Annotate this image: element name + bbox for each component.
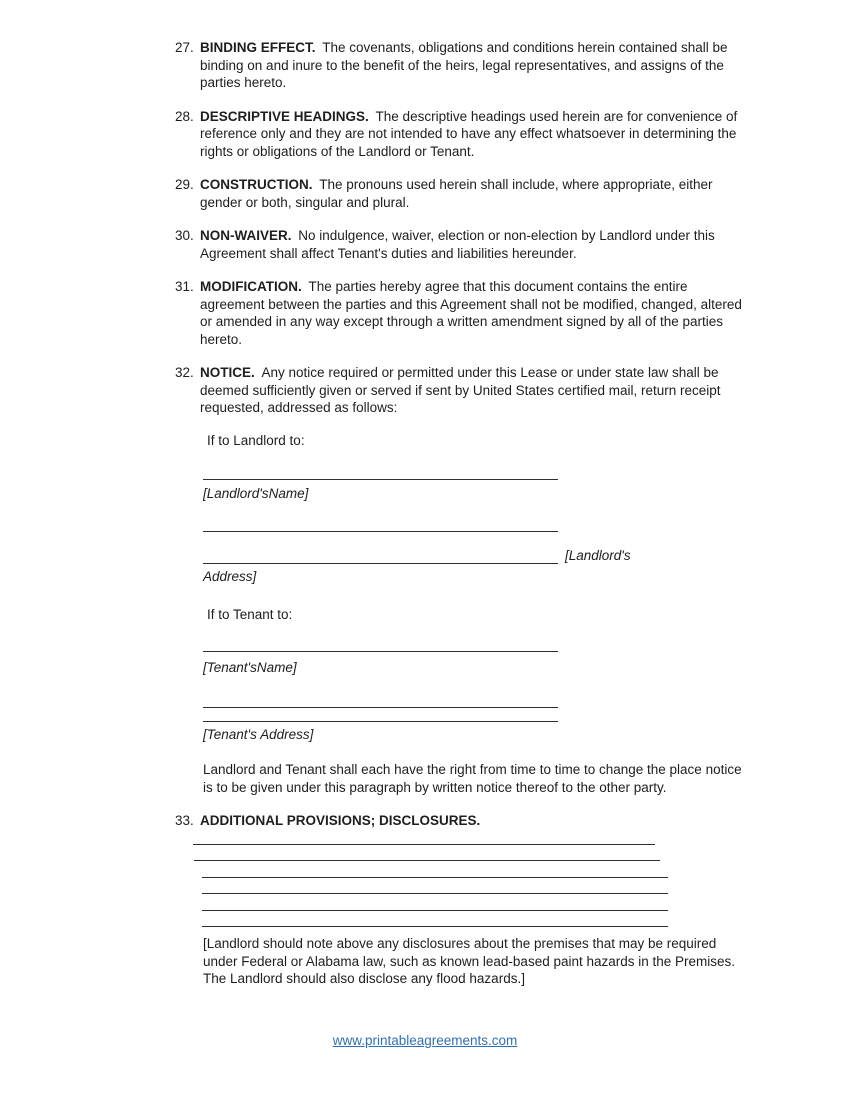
section-27 <box>175 39 745 92</box>
page-content <box>175 39 745 1004</box>
section-text <box>200 812 745 988</box>
section-text <box>200 176 745 211</box>
page-footer <box>0 1032 850 1050</box>
change-of-notice-paragraph: Landlord and Tenant shall each have the right from time to time to change the place notice is to be given under this paragraph by written notice thereof to the other party. <box>203 762 742 795</box>
section-body: The covenants, obligations and conditions herein contained shall be binding on and inure to the benefit of the heirs, legal representatives, and assigns of the parties hereto. <box>200 40 728 90</box>
landlord-address-label-line2: Address] <box>203 569 257 584</box>
section-number: 29. <box>175 177 194 192</box>
section-number: 30. <box>175 228 194 243</box>
section-number: 31. <box>175 279 194 294</box>
section-number: 33. <box>175 813 194 828</box>
section-body: No indulgence, waiver, election or non-election by Landlord under this Agreement shall affect Tenant's duties and liabilities hereunder. <box>200 228 715 261</box>
tenant-name-blank <box>203 651 558 652</box>
section-title: CONSTRUCTION. <box>200 177 313 192</box>
section-text <box>200 278 745 348</box>
section-body: The pronouns used herein shall include, where appropriate, either gender or both, singular and plural. <box>200 177 713 210</box>
tenant-address-blank-2 <box>203 721 558 722</box>
section-number: 27. <box>175 40 194 55</box>
landlord-address-blank-1 <box>203 531 558 532</box>
section-text <box>200 227 745 262</box>
section-body: Any notice required or permitted under this Lease or under state law shall be deemed sufficiently given or served if sent by United States certified mail, return receipt requested, addressed as follows: <box>200 365 721 415</box>
notice-intro <box>200 364 745 417</box>
section-body: The descriptive headings used herein are for convenience of reference only and they are not intended to have any effect whatsoever in determining the rights or obligations of the Landlord or Tenant. <box>200 108 738 159</box>
section-number: 32. <box>175 365 194 380</box>
tenant-address-label: [Tenant's Address] <box>203 726 314 742</box>
section-31 <box>175 278 745 348</box>
provisions-blank-6 <box>202 926 668 927</box>
landlord-address-label-line1: [Landlord's <box>565 547 631 563</box>
landlord-name-blank <box>203 479 558 480</box>
tenant-name-label: [Tenant'sName] <box>203 660 297 675</box>
landlord-address-row <box>203 547 745 565</box>
section-title: NOTICE. <box>200 365 255 380</box>
landlord-name-label: [Landlord'sName] <box>203 486 309 501</box>
section-title: ADDITIONAL PROVISIONS; DISCLOSURES. <box>200 813 481 828</box>
landlord-address-blank-2 <box>203 551 558 564</box>
provisions-blank-2 <box>194 860 660 861</box>
section-29 <box>175 176 745 211</box>
disclosure-note: [Landlord should note above any disclosures about the premises that may be required under Federal or Alabama law, such as known lead-based paint hazards in the Premises. The Landlord should also disclose any flood hazards.] <box>203 936 736 986</box>
tenant-address-blank-1 <box>203 707 558 708</box>
provisions-blank-5 <box>202 910 668 911</box>
section-32 <box>175 364 745 796</box>
section-28 <box>175 108 745 161</box>
section-title: MODIFICATION. <box>200 279 302 294</box>
provisions-blank-3 <box>202 877 668 878</box>
section-30 <box>175 227 745 262</box>
tenant-notice-heading: If to Tenant to: <box>207 606 293 622</box>
section-33 <box>175 812 745 988</box>
section-text <box>200 39 745 92</box>
section-title: NON-WAIVER. <box>200 228 292 243</box>
section-text <box>200 108 745 161</box>
landlord-notice-heading: If to Landlord to: <box>207 432 305 448</box>
provisions-blank-4 <box>202 893 668 894</box>
section-title: BINDING EFFECT. <box>200 40 316 55</box>
footer-link[interactable]: www.printableagreements.com <box>332 1033 518 1048</box>
provisions-blank-1 <box>193 844 655 845</box>
section-title: DESCRIPTIVE HEADINGS. <box>200 108 369 124</box>
section-number: 28. <box>175 108 194 124</box>
section-body: The parties hereby agree that this document contains the entire agreement between the parties and this Agreement shall not be modified, changed, altered or amended in any way except through a written amendment signed by all of the parties hereto. <box>200 279 742 347</box>
section-text <box>200 364 745 796</box>
